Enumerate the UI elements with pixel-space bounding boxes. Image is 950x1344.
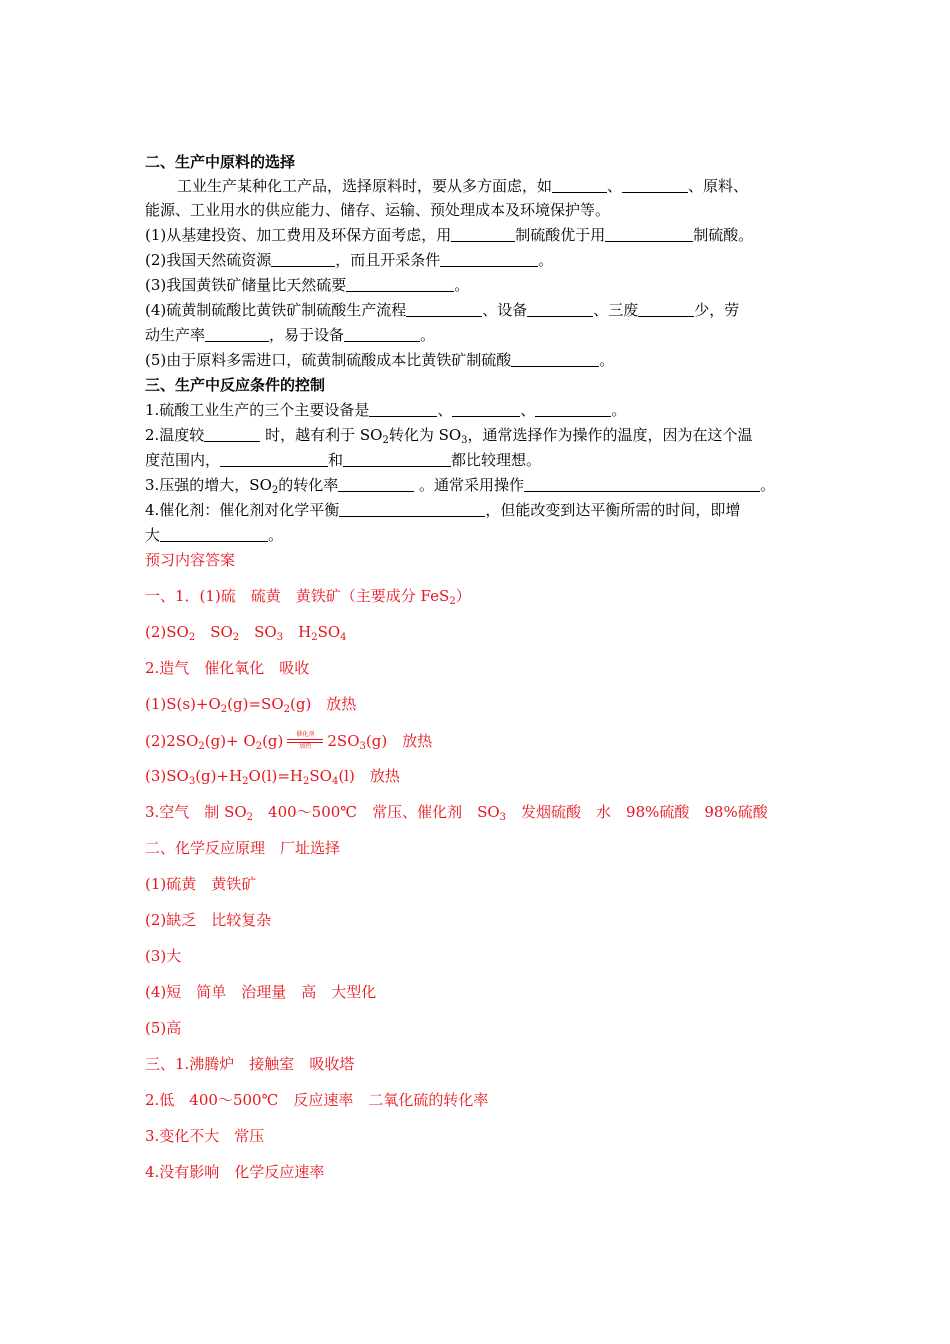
formula-subscript: 3 bbox=[359, 741, 366, 752]
equation-right bbox=[327, 732, 432, 750]
answer-blank[interactable] bbox=[205, 327, 269, 342]
answer-blank[interactable] bbox=[220, 452, 328, 467]
answer-blank[interactable] bbox=[369, 402, 437, 417]
text-run: (g)=SO bbox=[227, 695, 284, 713]
answer-line-13: (5)高 bbox=[145, 1019, 182, 1037]
text-run: (g) bbox=[262, 732, 284, 750]
answer-blank[interactable] bbox=[204, 427, 260, 442]
answer-line-16: 3.变化不大 常压 bbox=[145, 1127, 265, 1145]
answer-line-3: 2.造气 催化氧化 吸收 bbox=[145, 659, 310, 677]
section2-question-2: (2)我国天然硫资源 ，而且开采条件 。 bbox=[145, 251, 554, 269]
answer-line-5 bbox=[145, 730, 432, 751]
formula-subscript: 2 bbox=[311, 632, 318, 643]
answer-line-9: (1)硫黄 黄铁矿 bbox=[145, 875, 257, 893]
formula-subscript: 2 bbox=[220, 704, 228, 715]
answer-blank[interactable] bbox=[440, 252, 538, 267]
answer-line-14: 三、1.沸腾炉 接触室 吸收塔 bbox=[145, 1055, 355, 1073]
formula-subscript: 2 bbox=[283, 704, 290, 715]
answer-line-15: 2.低 400～500℃ 反应速率 二氧化硫的转化率 bbox=[145, 1091, 489, 1109]
answer-line-12: (4)短 简单 治理量 高 大型化 bbox=[145, 983, 377, 1001]
text-run: 发烟硫酸 水 98%硫酸 98%硫酸 bbox=[506, 803, 768, 821]
answer-line-7 bbox=[145, 802, 768, 822]
formula-subscript: 3 bbox=[276, 632, 284, 643]
text-run: (2)SO bbox=[145, 623, 189, 641]
text-run: (g)+H bbox=[195, 767, 243, 785]
answer-blank[interactable] bbox=[338, 477, 414, 492]
answer-line-6 bbox=[145, 766, 400, 786]
answer-blank[interactable] bbox=[524, 477, 760, 492]
formula-subscript: 3 bbox=[188, 776, 196, 787]
section2-question-4-line1: (4)硫黄制硫酸比黄铁矿制硫酸生产流程 、设备 、三废 少，劳 bbox=[145, 301, 740, 319]
formula-subscript: 2 bbox=[246, 812, 254, 823]
answer-line-4 bbox=[145, 694, 356, 714]
answer-blank[interactable] bbox=[527, 302, 593, 317]
section2-question-3: (3)我国黄铁矿储量比天然硫要 。 bbox=[145, 276, 470, 294]
section3-question-4-line1: 4.催化剂：催化剂对化学平衡 ，但能改变到达平衡所需的时间，即增 bbox=[145, 501, 741, 519]
section3-heading: 三、生产中反应条件的控制 bbox=[145, 376, 326, 394]
section2-question-4-line2: 动生产率 ，易于设备 。 bbox=[145, 326, 436, 344]
answer-blank[interactable] bbox=[451, 227, 515, 242]
answer-blank[interactable] bbox=[511, 352, 599, 367]
formula-subscript: 2 bbox=[232, 632, 240, 643]
formula-subscript: 2 bbox=[242, 776, 249, 787]
text-run: SO bbox=[239, 623, 277, 641]
text-run: 2SO bbox=[327, 732, 360, 750]
answer-blank[interactable] bbox=[343, 452, 451, 467]
text-run: 400～500℃ 常压、催化剂 SO bbox=[253, 803, 500, 821]
answer-blank[interactable] bbox=[271, 252, 335, 267]
text-run: H bbox=[283, 623, 312, 641]
answer-line-2 bbox=[145, 622, 347, 642]
text-run: 3.空气 制 SO bbox=[145, 803, 247, 821]
text-run: (g) 放热 bbox=[290, 695, 357, 713]
section2-heading: 二、生产中原料的选择 bbox=[145, 153, 296, 171]
section3-question-2-line2: 度范围内， 和 都比较理想。 bbox=[145, 451, 542, 469]
answer-blank[interactable] bbox=[638, 302, 694, 317]
section2-intro-line1: 工业生产某种化工产品，选择原料时，要从多方面虑，如 、 、原料、 bbox=[177, 177, 749, 195]
formula-subscript: 4 bbox=[331, 776, 339, 787]
section3-question-1: 1.硫酸工业生产的三个主要设备是 、 、 。 bbox=[145, 401, 627, 419]
answer-blank[interactable] bbox=[535, 402, 611, 417]
answer-blank[interactable] bbox=[406, 302, 482, 317]
text-run: O(l)=H bbox=[248, 767, 303, 785]
answer-blank[interactable] bbox=[452, 402, 520, 417]
answer-blank[interactable] bbox=[605, 227, 693, 242]
formula-subscript: 4 bbox=[340, 632, 347, 643]
section2-question-5: (5)由于原料多需进口，硫黄制硫酸成本比黄铁矿制硫酸 。 bbox=[145, 351, 615, 369]
answer-blank[interactable] bbox=[346, 277, 454, 292]
text-run: (2)2SO bbox=[145, 732, 199, 750]
answer-line-8: 二、化学反应原理 厂址选择 bbox=[145, 839, 341, 857]
answer-line-1: 一、1．(1)硫 硫黄 黄铁矿（主要成分 FeS$_2$） bbox=[145, 587, 471, 607]
reaction-arrow-icon: 催化剂 加热 bbox=[285, 730, 325, 750]
answer-line-10: (2)缺乏 比较复杂 bbox=[145, 911, 272, 929]
section2-intro-line2: 能源、工业用水的供应能力、储存、运输、预处理成本及环境保护等。 bbox=[145, 201, 611, 219]
answer-blank[interactable] bbox=[339, 502, 485, 517]
formula-subscript: 3 bbox=[499, 812, 507, 823]
text-run: (l) 放热 bbox=[338, 767, 400, 785]
answer-line-17: 4.没有影响 化学反应速率 bbox=[145, 1163, 325, 1181]
section3-question-4-line2: 大 。 bbox=[145, 526, 284, 544]
answer-blank[interactable] bbox=[552, 178, 607, 193]
answer-blank[interactable] bbox=[160, 527, 268, 542]
formula-subscript: 2 bbox=[198, 741, 205, 752]
text-run: (g) 放热 bbox=[365, 732, 433, 750]
text-run: SO bbox=[195, 623, 233, 641]
text-run: (1)S(s)+O bbox=[145, 695, 221, 713]
text-run: (g)+ O bbox=[204, 732, 256, 750]
formula-subscript: 2 bbox=[188, 632, 196, 643]
formula-subscript: 2 bbox=[255, 741, 263, 752]
section2-question-1: (1)从基建投资、加工费用及环保方面考虑，用 制硫酸优于用 制硫酸。 bbox=[145, 226, 754, 244]
section3-question-3: 3.压强的增大，$SO_2$的转化率 。通常采用操作 。 bbox=[145, 476, 776, 496]
answer-blank[interactable] bbox=[344, 327, 420, 342]
text-run: (3)SO bbox=[145, 767, 189, 785]
formula-subscript: 2 bbox=[303, 776, 310, 787]
answer-line-11: (3)大 bbox=[145, 947, 182, 965]
text-run: SO bbox=[309, 767, 332, 785]
text-run: SO bbox=[317, 623, 341, 641]
answers-heading: 预习内容答案 bbox=[145, 551, 236, 569]
section3-question-2-line1: 2.温度较 时，越有利于 $SO_2$转化为 $SO_3$，通常选择作为操作的温度，因为在这个温 bbox=[145, 426, 753, 446]
equation-left bbox=[145, 732, 283, 750]
answer-blank[interactable] bbox=[622, 178, 688, 193]
